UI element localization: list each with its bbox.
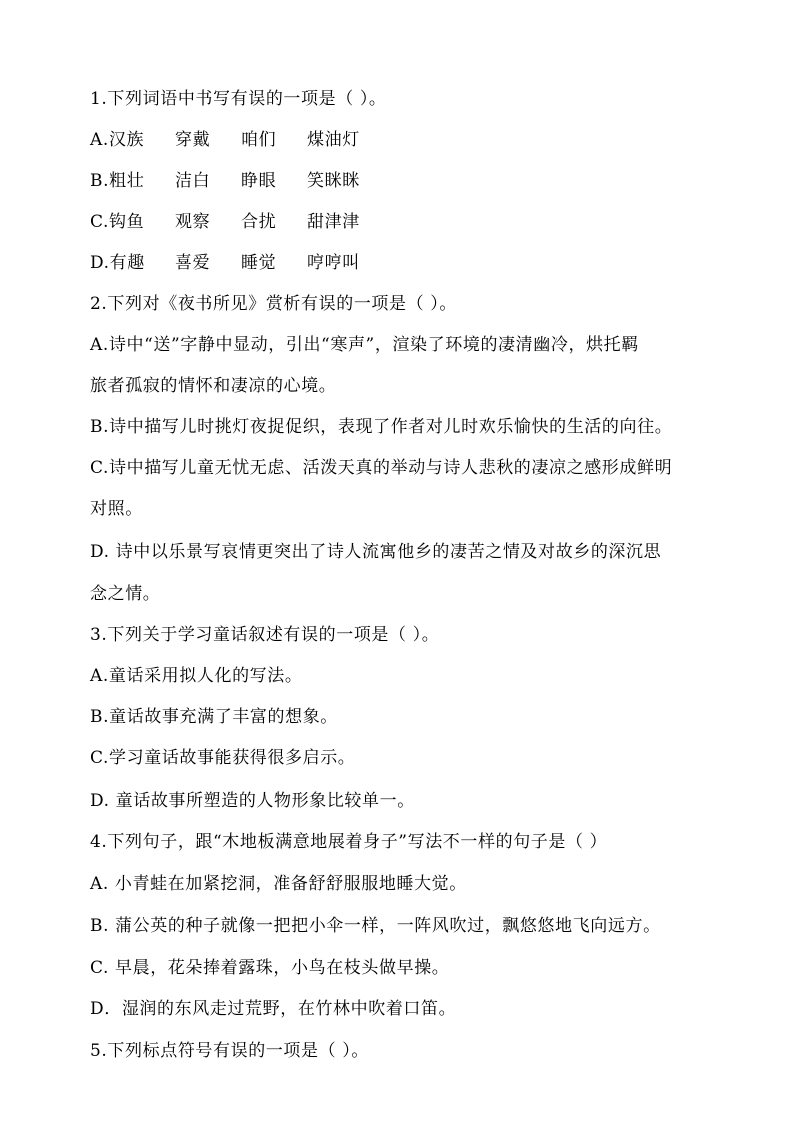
option-word: 观察 <box>175 212 211 232</box>
question-3-option-b: B.童话故事充满了丰富的想象。 <box>90 707 338 727</box>
option-word: 睡觉 <box>241 253 277 273</box>
option-label: A.汉族 <box>90 130 145 150</box>
question-2-option-b: B.诗中描写儿时挑灯夜捉促织，表现了作者对儿时欢乐愉快的生活的向往。 <box>90 417 673 437</box>
question-2-option-a-cont: 旅者孤寂的情怀和凄凉的心境。 <box>90 376 337 396</box>
question-3-option-c: C.学习童话故事能获得很多启示。 <box>90 748 356 768</box>
question-2-option-c: C.诗中描写儿童无忧无虑、活泼天真的举动与诗人悲秋的凄凉之感形成鲜明 <box>90 458 673 478</box>
question-1-option-c <box>90 210 360 234</box>
question-2-option-d: D. 诗中以乐景写哀情更突出了诗人流寓他乡的凄苦之情及对故乡的深沉思 <box>90 542 662 562</box>
question-3-option-a: A.童话采用拟人化的写法。 <box>90 666 303 686</box>
option-word: 洁白 <box>175 171 211 191</box>
option-label: C.钩鱼 <box>90 212 145 232</box>
option-word: 喜爱 <box>175 253 211 273</box>
question-2-option-c-cont: 对照。 <box>90 499 143 519</box>
option-label: D.有趣 <box>90 253 145 273</box>
option-word: 哼哼叫 <box>307 253 360 273</box>
option-word: 合扰 <box>241 212 277 232</box>
question-1-option-d <box>90 251 360 275</box>
option-word: 煤油灯 <box>307 130 360 150</box>
question-4-option-d: D．湿润的东风走过荒野，在竹林中吹着口笛。 <box>90 999 457 1019</box>
option-word: 甜津津 <box>307 212 360 232</box>
question-4-option-b: B. 蒲公英的种子就像一把把小伞一样，一阵风吹过，飘悠悠地飞向远方。 <box>90 916 661 936</box>
question-1-option-b <box>90 169 360 193</box>
option-label: B.粗壮 <box>90 171 145 191</box>
question-4-option-a: A. 小青蛙在加紧挖洞，准备舒舒服服地睡大觉。 <box>90 874 467 894</box>
question-4-stem: 4.下列句子，跟“木地板满意地展着身子”写法不一样的句子是（ ） <box>90 832 608 852</box>
option-word: 咱们 <box>241 130 277 150</box>
question-2-option-a: A.诗中“送”字静中显动，引出“寒声”，渲染了环境的凄清幽冷，烘托羁 <box>90 335 639 355</box>
question-5-stem: 5.下列标点符号有误的一项是（ ）。 <box>90 1041 369 1061</box>
question-3-stem: 3.下列关于学习童话叙述有误的一项是（ ）。 <box>90 625 440 645</box>
question-3-option-d: D. 童话故事所塑造的人物形象比较单一。 <box>90 791 415 811</box>
question-2-stem: 2.下列对《夜书所见》赏析有误的一项是（ ）。 <box>90 294 457 314</box>
option-word: 穿戴 <box>175 130 211 150</box>
option-word: 笑眯眯 <box>307 171 360 191</box>
option-word: 睁眼 <box>241 171 277 191</box>
question-2-option-d-cont: 念之情。 <box>90 584 161 604</box>
question-1-option-a <box>90 128 360 152</box>
question-4-option-c: C. 早晨，花朵捧着露珠，小鸟在枝头做早操。 <box>90 958 450 978</box>
question-1-stem: 1.下列词语中书写有误的一项是（ ）。 <box>90 89 387 109</box>
